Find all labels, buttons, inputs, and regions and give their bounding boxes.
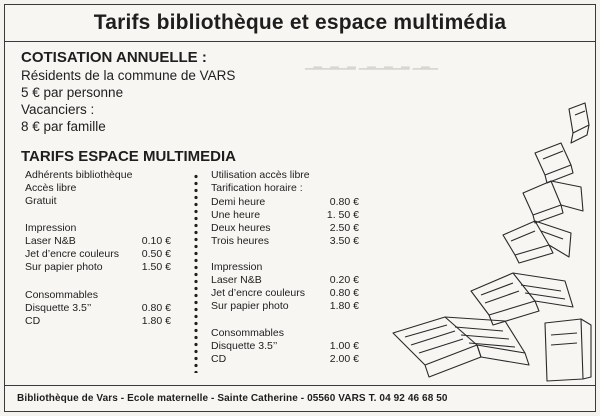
price-item: CD <box>25 315 41 327</box>
price-sheet <box>4 4 596 412</box>
price-item: Laser N&B <box>25 235 76 247</box>
price-value: 3.50 € <box>329 235 359 247</box>
espace-heading: TARIFS ESPACE MULTIMEDIA <box>21 148 236 165</box>
adherents-line: Adhérents bibliothèque <box>25 169 133 181</box>
price-item: Jet d’encre couleurs <box>25 248 119 260</box>
bleed-through-text: ▁▂▁▂▁▂ ▁▂▁▂▁▂ ▁▂▁ <box>305 58 439 70</box>
price-value: 1.80 € <box>329 300 359 312</box>
adherents-line: Accès libre <box>25 182 77 194</box>
price-item: Laser N&B <box>211 274 262 286</box>
price-item: CD <box>211 353 227 365</box>
flying-books-illustration <box>385 95 595 385</box>
price-item: Trois heures <box>211 235 269 247</box>
price-value: 0.50 € <box>141 248 171 260</box>
price-value: 0.10 € <box>141 235 171 247</box>
price-value: 1. 50 € <box>326 209 359 221</box>
footer-divider <box>5 385 595 386</box>
price-value: 0.80 € <box>329 287 359 299</box>
adherents-line: Gratuit <box>25 195 57 207</box>
price-item: Disquette 3.5’’ <box>211 340 278 352</box>
price-item: Deux heures <box>211 222 271 234</box>
price-value: 2.00 € <box>329 353 359 365</box>
impression-label: Impression <box>211 261 263 273</box>
price-item: Sur papier photo <box>211 300 289 312</box>
cotisation-heading: COTISATION ANNUELLE : <box>21 49 207 66</box>
price-value: 2.50 € <box>329 222 359 234</box>
utilisation-line: Tarification horaire : <box>211 182 303 194</box>
price-value: 0.80 € <box>141 302 171 314</box>
utilisation-line: Utilisation accès libre <box>211 169 310 181</box>
cotisation-line: Vacanciers : <box>21 102 95 117</box>
price-value: 0.20 € <box>329 274 359 286</box>
price-item: Jet d’encre couleurs <box>211 287 305 299</box>
price-value: 1.00 € <box>329 340 359 352</box>
cotisation-line: Résidents de la commune de VARS <box>21 68 236 83</box>
price-item: Sur papier photo <box>25 261 103 273</box>
price-value: 1.80 € <box>141 315 171 327</box>
price-value: 1.50 € <box>141 261 171 273</box>
page-title: Tarifs bibliothèque et espace multimédia <box>93 11 507 34</box>
consommables-label: Consommables <box>25 289 98 301</box>
impression-label: Impression <box>25 222 77 234</box>
price-item: Demi heure <box>211 196 266 208</box>
column-divider <box>193 173 199 373</box>
cotisation-line: 8 € par famille <box>21 119 106 134</box>
price-item: Disquette 3.5’’ <box>25 302 92 314</box>
footer-address: Bibliothèque de Vars - Ecole maternelle - Sainte Catherine - 05560 VARS T. 04 92 46 68 50 <box>17 393 448 404</box>
cotisation-line: 5 € par personne <box>21 85 124 100</box>
price-value: 0.80 € <box>329 196 359 208</box>
price-item: Une heure <box>211 209 261 221</box>
consommables-label: Consommables <box>211 327 284 339</box>
title-divider <box>5 41 595 42</box>
